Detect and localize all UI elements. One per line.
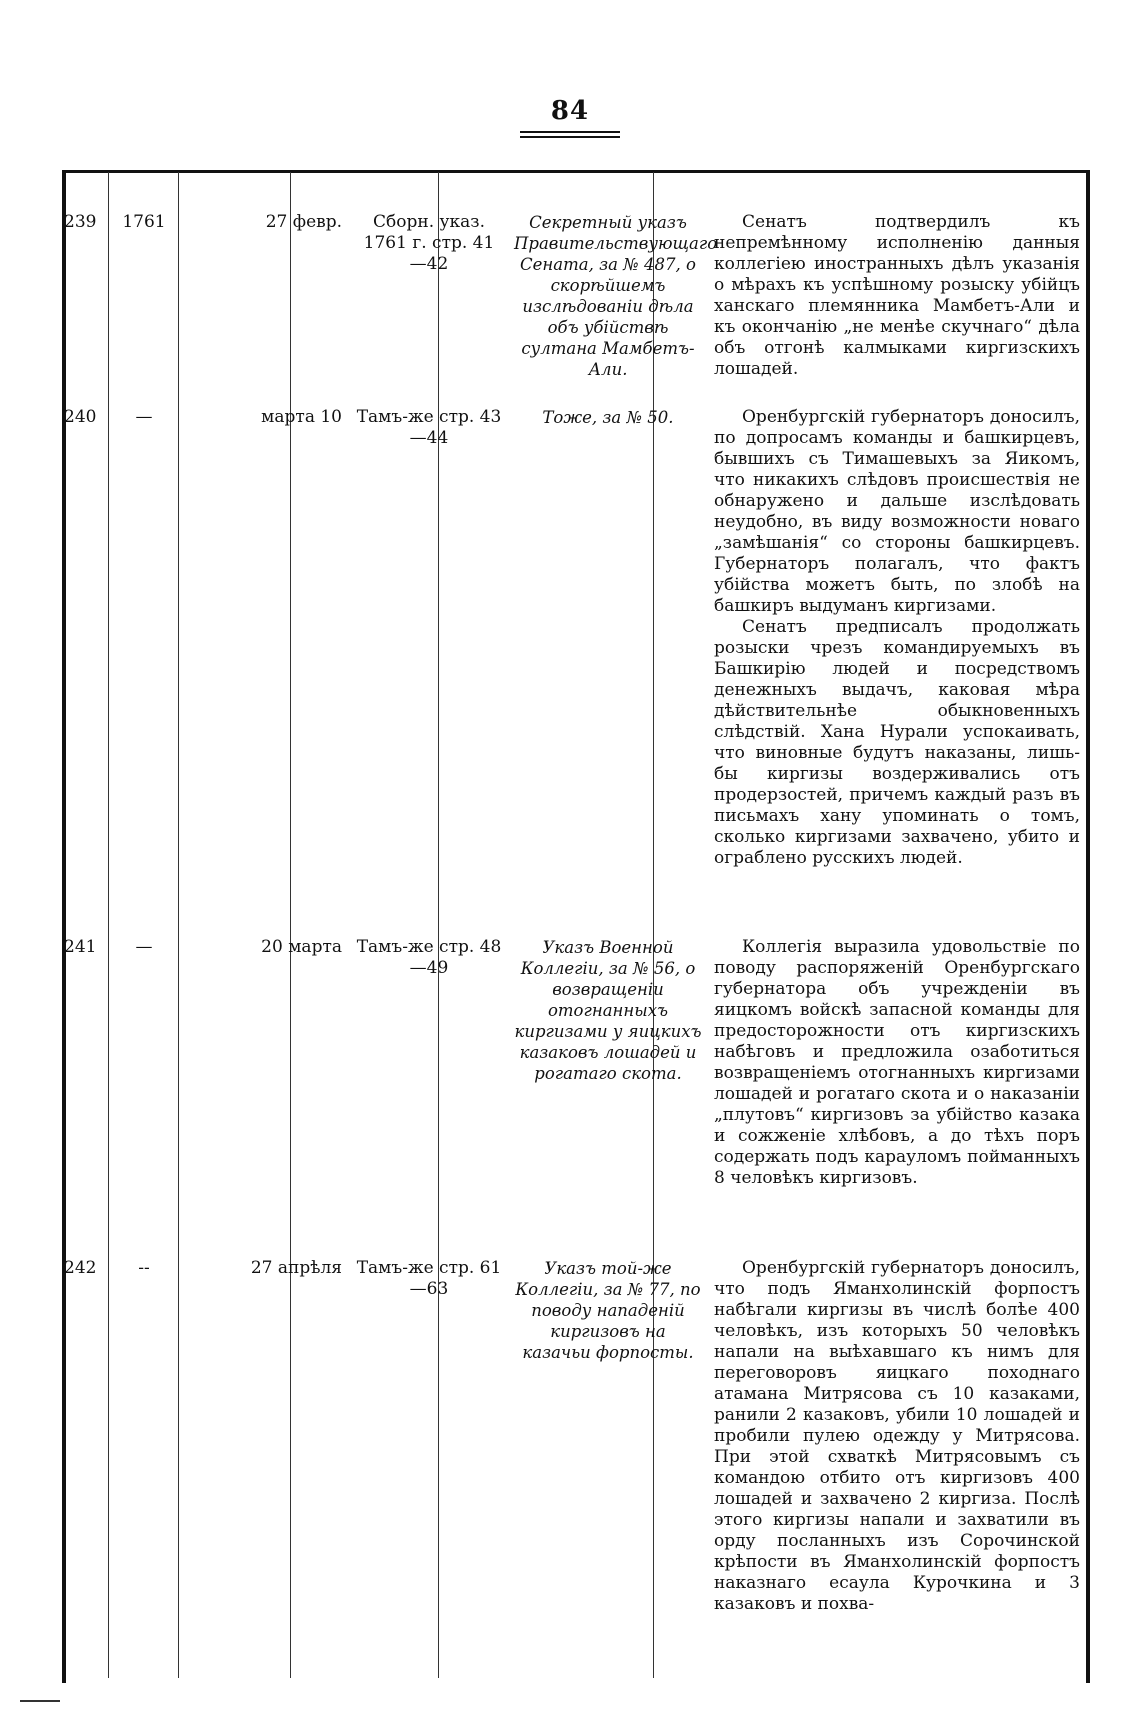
entry-year: — — [135, 407, 153, 427]
page-number-rule — [520, 136, 620, 138]
entry-number: 241 — [64, 937, 97, 957]
entry-title: Указъ той-же Коллегіи, за № 77, по поводу нападеній киргизовъ на казачьи форпосты. — [515, 1259, 701, 1362]
column-divider — [178, 172, 179, 1678]
entry-text — [714, 407, 1080, 869]
entry-year: 1761 — [122, 212, 166, 232]
entry-year: — — [135, 937, 153, 957]
entry-text — [714, 937, 1080, 1189]
page-number: 84 — [550, 96, 590, 126]
entry-title: Секретный указъ Правительствующаго Сената, за № 487, о скорѣйшемъ изслѣдованіи дѣла объ убійствѣ султана Мамбетъ-Али. — [514, 213, 718, 379]
entry-paragraph: Оренбургскій губернаторъ доносилъ, по допросамъ команды и башкирцевъ, бывшихъ съ Тимашевыхъ за Яикомъ, что никакихъ слѣдовъ происшествія не обнаружено и дальше изслѣдовать неудобно, въ виду возможности новаго „замѣшанія“ со стороны башкирцевъ. Губернаторъ полагалъ, что фактъ убійства можетъ быть, по злобѣ на башкиръ выдуманъ киргизами. — [714, 407, 1080, 616]
entry-paragraph: Сенатъ подтвердилъ къ непремѣнному исполненію данныя коллегіею иностранныхъ дѣлъ указанія о мѣрахъ къ успѣшному розыску убійцъ ханскаго племянника Мамбетъ-Али и къ окончанію „не менѣе скучнаго“ дѣла объ отгонѣ калмыками киргизскихъ лошадей. — [714, 212, 1080, 379]
entry-source: Тамъ-же стр. 43—44 — [356, 407, 502, 448]
entry-number: 240 — [64, 407, 97, 427]
entry-date: 27 апрѣля — [250, 1258, 342, 1278]
entry-text — [714, 1258, 1080, 1615]
entry-source: Тамъ-же стр. 48 —49 — [356, 937, 502, 978]
column-divider — [438, 172, 439, 1678]
column-divider — [653, 172, 654, 1678]
entry-paragraph: Оренбургскій губернаторъ доносилъ, что подъ Яманхолинскій форпостъ набѣгали киргизы въ числѣ болѣе 400 человѣкъ, изъ которыхъ 50 человѣкъ напали на выѣхавшаго къ нимъ для переговоровъ яицкаго походнаго атамана Митрясова съ 10 казаками, ранили 2 казаковъ, убили 10 лошадей и пробили пулею одежду у Митрясова. При этой схваткѣ Митрясовымъ съ командою отбито отъ киргизовъ 400 лошадей и захвачено 2 киргиза. Послѣ этого киргизы напали и захватили въ орду посланныхъ изъ Сорочинской крѣпости въ Яманхолинскій форпостъ наказнаго есаула Курочкина и 3 казаковъ и похва- — [714, 1258, 1080, 1614]
entry-date: марта 10 — [261, 407, 342, 427]
entry-title: Тоже, за № 50. — [542, 408, 674, 427]
entry-paragraph: Коллегія выразила удовольствіе по поводу распоряженій Оренбургскаго губернатора объ учрежденіи въ яицкомъ войскѣ запасной команды для предосторожности отъ киргизскихъ набѣговъ и предложила озаботиться возвращеніемъ отогнанныхъ киргизами лошадей и рогатаго скота и о наказаніи „плутовъ“ киргизовъ за убійство казака и сожженіе хлѣбовъ, а до тѣхъ поръ содержать подъ карауломъ пойманныхъ 8 человѣкъ киргизовъ. — [714, 937, 1080, 1188]
entry-date: 27 февр. — [265, 212, 342, 232]
column-divider — [108, 172, 109, 1678]
entry-text — [714, 212, 1080, 380]
entry-year: -- — [138, 1258, 150, 1278]
entry-paragraph: Сенатъ предписалъ продолжать розыски чрезъ командируемыхъ въ Башкирію людей и посредствомъ денежныхъ выдачъ, каковая мѣра дѣйствительнѣе обыкновенныхъ слѣдствій. Хана Нурали успокаивать, что виновные будутъ наказаны, лишь-бы киргизы воздерживались отъ продерзостей, причемъ каждый разъ въ письмахъ хану упоминать о томъ, сколько киргизами захвачено, убито и ограблено русскихъ людей. — [714, 617, 1080, 868]
entry-source: Тамъ-же стр. 61—63 — [356, 1258, 502, 1299]
entry-number: 239 — [64, 212, 97, 232]
entry-source: Сборн. указ. 1761 г. стр. 41 —42 — [363, 212, 495, 274]
page-number-rule — [520, 131, 620, 133]
entry-title: Указъ Военной Коллегіи, за № 56, о возвращеніи отогнанныхъ киргизами у яицкихъ казаковъ лошадей и рогатаго скота. — [514, 938, 702, 1083]
column-divider — [290, 172, 291, 1678]
scan-edge-mark — [20, 1700, 60, 1702]
entry-date: 20 марта — [261, 937, 342, 957]
entry-number: 242 — [64, 1258, 97, 1278]
